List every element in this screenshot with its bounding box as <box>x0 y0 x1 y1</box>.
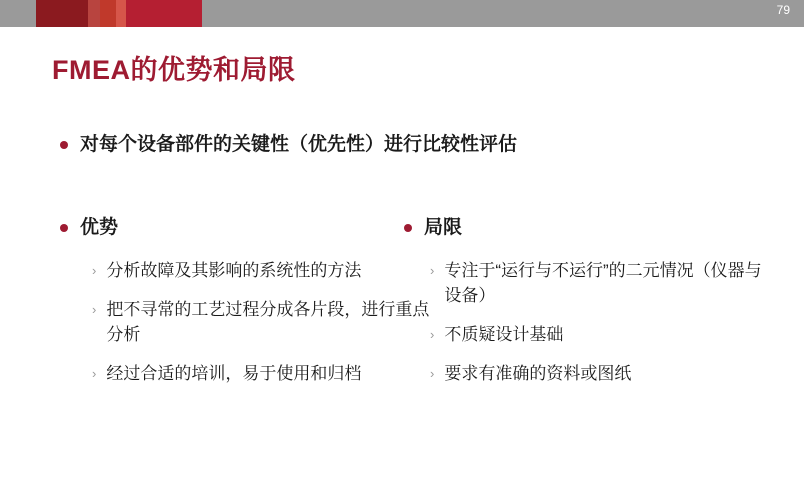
list-item <box>92 258 435 283</box>
chevron-right-icon: › <box>92 302 97 317</box>
list-item <box>430 361 770 386</box>
header-bar-segment-1 <box>36 0 88 27</box>
list-item-text: 不质疑设计基础 <box>444 325 564 344</box>
list-item <box>430 322 770 347</box>
list-item <box>92 361 435 386</box>
bullet-dot-icon <box>404 224 412 232</box>
main-bullet <box>60 132 517 158</box>
list-item <box>430 258 770 308</box>
limitations-heading <box>404 215 462 241</box>
advantages-list <box>92 258 435 400</box>
bullet-dot-icon <box>60 224 68 232</box>
slide-header-bar <box>0 0 804 27</box>
list-item-text: 经过合适的培训，易于使用和归档 <box>106 364 362 383</box>
chevron-right-icon: › <box>92 366 97 381</box>
chevron-right-icon: › <box>430 366 435 381</box>
limitations-heading-text: 局限 <box>424 217 463 238</box>
header-bar-segment-5 <box>126 0 202 27</box>
chevron-right-icon: › <box>430 327 435 342</box>
header-bar-segment-3 <box>100 0 116 27</box>
slide-number: 79 <box>776 3 790 17</box>
list-item-text: 要求有准确的资料或图纸 <box>444 364 632 383</box>
header-bar-segment-4 <box>116 0 126 27</box>
list-item-text: 分析故障及其影响的系统性的方法 <box>106 261 362 280</box>
main-bullet-text: 对每个设备部件的关键性（优先性）进行比较性评估 <box>80 134 518 155</box>
advantages-heading-text: 优势 <box>80 217 119 238</box>
limitations-list <box>430 258 770 400</box>
header-bar-segment-2 <box>88 0 100 27</box>
list-item-text: 专注于“运行与不运行”的二元情况（仪器与设备） <box>444 261 762 305</box>
list-item-text: 把不寻常的工艺过程分成各片段，进行重点分析 <box>106 300 430 344</box>
bullet-dot-icon <box>60 141 68 149</box>
advantages-heading <box>60 215 118 241</box>
chevron-right-icon: › <box>430 263 435 278</box>
list-item <box>92 297 435 347</box>
page-title: FMEA的优势和局限 <box>52 55 296 85</box>
chevron-right-icon: › <box>92 263 97 278</box>
